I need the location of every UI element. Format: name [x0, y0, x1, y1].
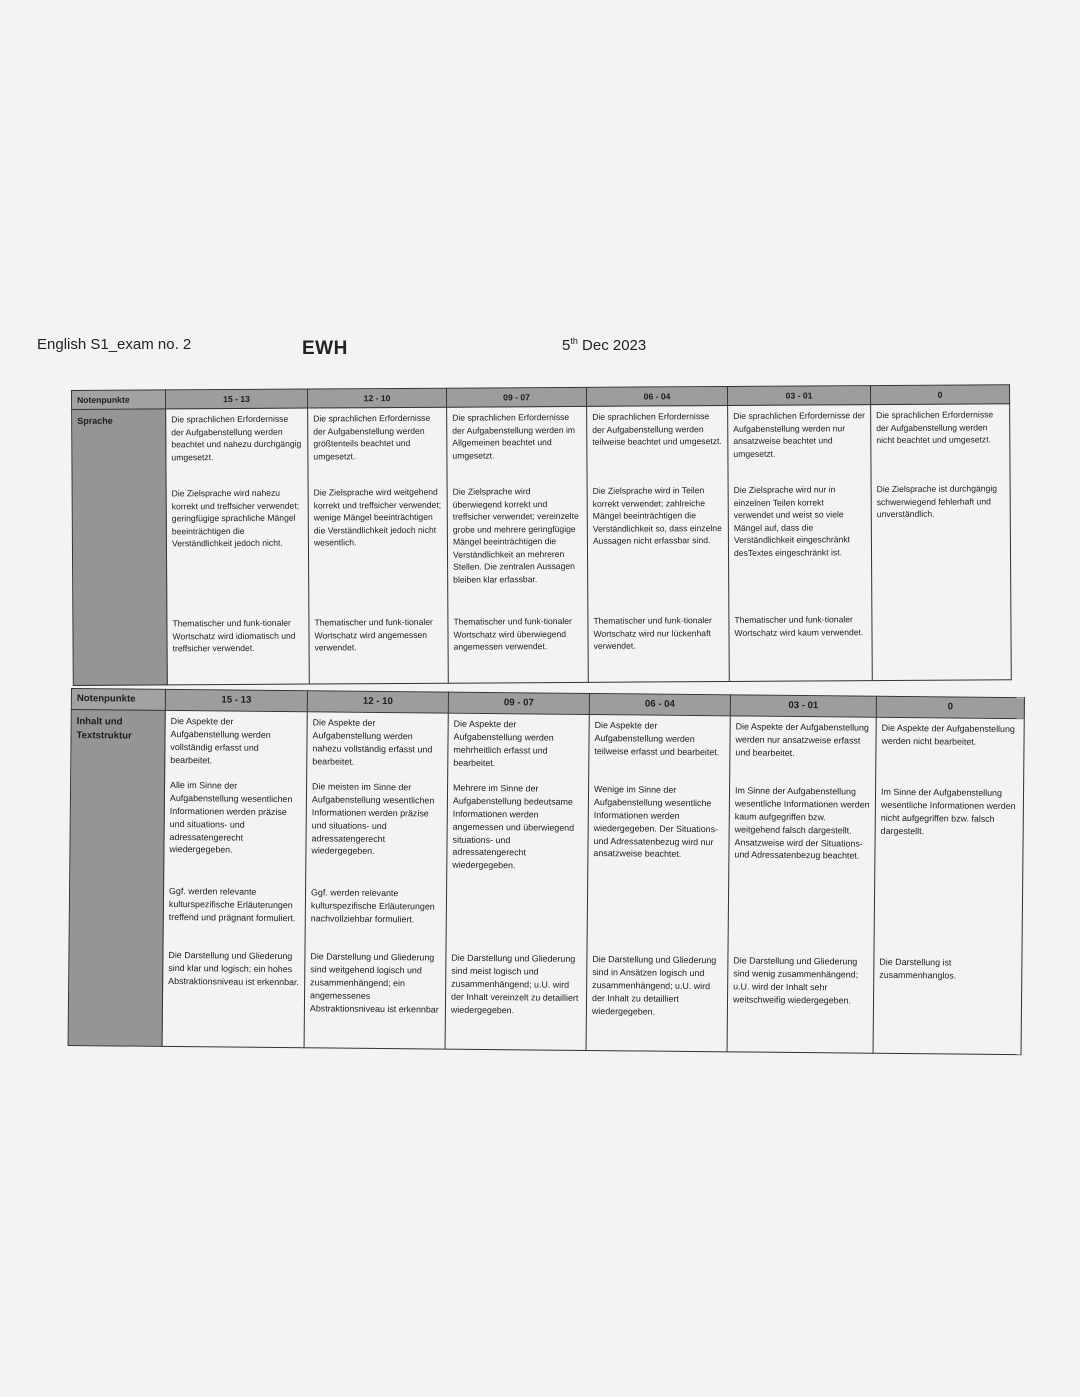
cell-aspects-text: Die Aspekte der Aufgabenstellung werden vollständig erfasst und bearbeitet.	[170, 715, 271, 765]
cell-vocabulary-text: Thematischer und funk-tionaler Wortschatz wird überwiegend angemessen verwendet.	[453, 616, 572, 653]
cell-cultural-text	[879, 892, 1017, 957]
cell-requirements-text: Die sprachlichen Erfordernisse der Aufgabenstellung werden größtenteils beachtet und umgesetzt.	[313, 413, 431, 462]
cell-requirements-text: Die sprachlichen Erfordernisse der Aufgabenstellung werden teilweise beachtet und umgesetzt.	[592, 411, 722, 448]
rubric-cell	[727, 716, 876, 1053]
cell-vocabulary-text: Thematischer und funk-tionaler Wortschatz wird nur lückenhaft verwendet.	[593, 615, 712, 652]
cell-target-language-text: Die Zielsprache wird nahezu korrekt und treffsicher verwendet; geringfügige sprachliche Mängel beeinträchtigen die Verständlichkeit jedoch nicht.	[171, 488, 300, 549]
date-day: 5	[562, 337, 571, 354]
cell-information-text: Im Sinne der Aufgabenstellung wesentliche Informationen werden kaum aufgegriffen bzw. weitgehend falsch dargestellt. Ansatzweise wird der Situations- und Adressatenbezug beachtet.	[734, 785, 870, 862]
cell-aspects-text: Die Aspekte der Aufgabenstellung werden nicht bearbeitet.	[881, 722, 1015, 747]
header-col-15-13: 15 - 13	[165, 689, 307, 711]
cell-requirements-text: Die sprachlichen Erfordernisse der Aufgabenstellung werden nur ansatzweise beachtet und umgesetzt.	[733, 410, 866, 459]
cell-information-text: Wenige im Sinne der Aufgabenstellung wesentliche Informationen werden wiedergegeben. Der Situations- und Adressatenbezug wird nur ansatzweise beachtet.	[593, 783, 719, 860]
rubric-table-content	[68, 688, 1025, 1055]
header-col-12-10: 12 - 10	[307, 388, 446, 408]
cell-vocabulary-text: Thematischer und funk-tionaler Wortschatz wird angemessen verwendet.	[314, 617, 433, 653]
header-col-06-04: 06 - 04	[589, 693, 730, 715]
cell-vocabulary-text: Thematischer und funk-tionaler Wortschatz wird kaum verwendet.	[734, 614, 864, 638]
cell-structure-text: Die Darstellung und Gliederung sind klar und logisch; ein hohes Abstraktionsniveau ist erkennbar.	[168, 949, 299, 987]
cell-cultural-text	[733, 890, 869, 955]
document-date	[562, 336, 646, 354]
cell-target-language-text: Die Zielsprache wird überwiegend korrekt und treffsicher verwendet; vereinzelte grobe und mehrere geringfügige Mängel beeinträchtigen die Verständlichkeit an mehreren Stellen. Die zentralen Aussagen bleiben klar erfassbar.	[452, 486, 579, 585]
header-col-12-10: 12 - 10	[307, 691, 448, 713]
cell-structure-text: Die Darstellung und Gliederung sind meist logisch und zusammenhängend; u.U. wird der Inhalt vereinzelt zu detailliert wiedergegeben.	[450, 952, 579, 1015]
row-label-line-1: Inhalt und	[76, 715, 123, 728]
date-month-year: Dec 2023	[577, 337, 647, 354]
rubric-cell	[162, 710, 307, 1047]
header-col-09-07: 09 - 07	[448, 692, 589, 714]
cell-target-language-text: Die Zielsprache wird nur in einzelnen Teilen korrekt verwendet und weist so viele Mängel auf, dass die Verständlichkeit eingeschränkt desTextes eingeschränkt ist.	[733, 484, 851, 558]
rubric-cell	[304, 712, 448, 1049]
cell-information-text: Alle im Sinne der Aufgabenstellung wesentlichen Informationen werden präzise und situations- und adressatengerecht wiedergegeben.	[169, 779, 293, 855]
header-col-03-01: 03 - 01	[730, 695, 876, 717]
rubric-cell	[728, 405, 873, 682]
table-row	[72, 404, 1012, 686]
row-label-line-2: Textstruktur	[76, 729, 132, 742]
cell-cultural-text: Ggf. werden relevante kulturspezifische Erläuterungen nachvollziehbar formuliert.	[310, 887, 435, 925]
rubric-cell	[308, 408, 449, 685]
date-suffix: th	[570, 336, 578, 346]
cell-structure-text: Die Darstellung ist zusammenhanglos.	[879, 956, 957, 981]
cell-target-language-text: Die Zielsprache wird in Teilen korrekt verwendet; zahlreiche Mängel beeinträchtigen die Verständlichkeit so, dass einzelne Aussagen nicht erfassbar sind.	[592, 485, 722, 547]
header-grade-points: Notenpunkte	[72, 390, 166, 410]
rubric-cell	[871, 404, 1012, 681]
cell-aspects-text: Die Aspekte der Aufgabenstellung werden nur ansatzweise erfasst und bearbeitet.	[735, 721, 869, 758]
cell-requirements-text: Die sprachlichen Erfordernisse der Aufgabenstellung werden im Allgemeinen beachtet und umgesetzt.	[452, 412, 576, 461]
rubric-table-language	[71, 384, 1012, 686]
cell-requirements-text: Die sprachlichen Erfordernisse der Aufgabenstellung werden nicht beachtet und umgesetzt.	[876, 409, 994, 446]
header-col-03-01: 03 - 01	[727, 386, 870, 406]
author-initials: EWH	[302, 338, 348, 359]
cell-target-language-text: Die Zielsprache wird weitgehend korrekt und treffsicher verwendet; wenige Mängel beeinträchtigen die Verständlichkeit jedoch nicht wesentlich.	[313, 487, 442, 548]
cell-requirements-text: Die sprachlichen Erfordernisse der Aufgabenstellung werden beachtet und nahezu durchgängig umgesetzt.	[171, 414, 302, 463]
document-title: English S1_exam no. 2	[37, 336, 192, 353]
cell-cultural-text: Ggf. werden relevante kulturspezifische Erläuterungen treffend und prägnant formuliert.	[168, 885, 296, 923]
cell-aspects-text: Die Aspekte der Aufgabenstellung werden mehrheitlich erfasst und bearbeitet.	[453, 718, 554, 768]
cell-structure-text: Die Darstellung und Gliederung sind wenig zusammenhängend; u.U. wird der Inhalt sehr weitschweifig wiedergegeben.	[732, 955, 859, 1006]
cell-aspects-text: Die Aspekte der Aufgabenstellung werden nahezu vollständig erfasst und bearbeitet.	[312, 717, 433, 767]
table-row	[68, 709, 1024, 1054]
cell-information-text: Im Sinne der Aufgabenstellung wesentliche Informationen werden nicht aufgegriffen bzw. falsch dargestellt.	[880, 786, 1016, 836]
rubric-cell	[873, 717, 1024, 1054]
header-grade-points: Notenpunkte	[71, 689, 165, 711]
header-col-0: 0	[870, 385, 1009, 405]
cell-structure-text: Die Darstellung und Gliederung sind weitgehend logisch und zusammenhängend; ein angemessenes Abstraktionsniveau ist erkennbar	[309, 951, 439, 1015]
cell-aspects-text: Die Aspekte der Aufgabenstellung werden teilweise erfasst und bearbeitet.	[594, 719, 720, 757]
rubric-cell	[166, 409, 310, 686]
cell-structure-text: Die Darstellung und Gliederung sind in Ansätzen logisch und zusammenhängend; u.U. wird der Inhalt zu detailliert wiedergegeben.	[591, 953, 717, 1017]
rubric-cell	[586, 714, 730, 1051]
row-label-content	[68, 709, 165, 1046]
cell-vocabulary-text: Thematischer und funk-tionaler Wortschatz wird idiomatisch und treffsicher verwendet.	[172, 618, 296, 654]
header-col-0: 0	[876, 696, 1024, 718]
cell-information-text: Mehrere im Sinne der Aufgabenstellung bedeutsame Informationen werden angemessen und überwiegend situations- und adressatengerecht wiedergegeben.	[452, 782, 575, 871]
cell-cultural-text	[451, 888, 582, 953]
header-col-09-07: 09 - 07	[446, 387, 586, 407]
cell-information-text: Die meisten im Sinne der Aufgabenstellung wesentlichen Informationen werden präzise und situations- und adressatengerecht wiedergegeben.	[311, 781, 435, 857]
header-col-06-04: 06 - 04	[586, 386, 727, 406]
cell-cultural-text	[592, 889, 723, 954]
rubric-cell	[447, 407, 589, 684]
row-label-language: Sprache	[72, 409, 168, 686]
rubric-cell	[445, 713, 589, 1050]
header-col-15-13: 15 - 13	[166, 389, 308, 409]
rubric-cell	[587, 406, 730, 683]
cell-target-language-text: Die Zielsprache ist durchgängig schwerwiegend fehlerhaft und unverständlich.	[876, 483, 998, 520]
